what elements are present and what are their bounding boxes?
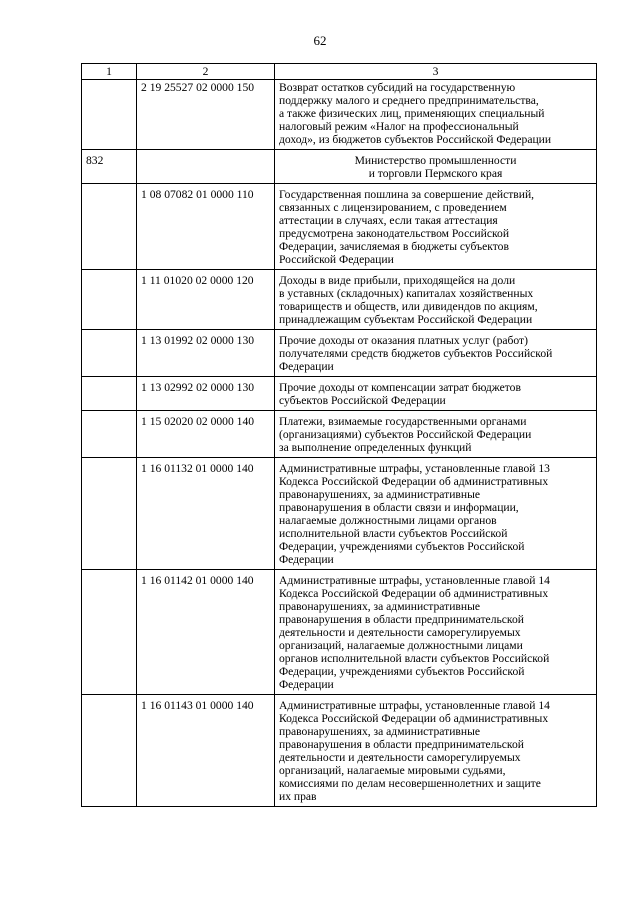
revenue-description-cell <box>275 377 597 411</box>
description-line: Прочие доходы от компенсации затрат бюджетов <box>279 381 521 394</box>
table-row <box>82 695 597 807</box>
table-row <box>82 80 597 150</box>
revenue-code-cell: 1 11 01020 02 0000 120 <box>137 270 275 330</box>
description-line: организаций, налагаемые должностными лицами <box>279 639 523 652</box>
description-line: Административные штрафы, установленные главой 14 <box>279 574 550 587</box>
description-line: получателями средств бюджетов субъектов Российской <box>279 347 553 360</box>
description-line: Государственная пошлина за совершение действий, <box>279 188 535 201</box>
table-row <box>82 330 597 377</box>
revenue-code-cell: 1 13 02992 02 0000 130 <box>137 377 275 411</box>
description-line: органов исполнительной власти субъектов Российской <box>279 652 550 665</box>
administrator-code-cell <box>82 458 137 570</box>
description-line: деятельности и деятельности саморегулируемых <box>279 751 521 764</box>
administrator-code-cell <box>82 570 137 695</box>
column-header-3: 3 <box>275 64 597 80</box>
revenue-description-cell <box>275 570 597 695</box>
description-line: и торговли Пермского края <box>368 167 503 180</box>
description-line: Доходы в виде прибыли, приходящейся на доли <box>279 274 516 287</box>
revenue-classification-table <box>81 63 597 807</box>
description-line: Кодекса Российской Федерации об административных <box>279 475 549 488</box>
description-line: Прочие доходы от оказания платных услуг (работ) <box>279 334 528 347</box>
description-line: деятельности и деятельности саморегулируемых <box>279 626 521 639</box>
description-line: Кодекса Российской Федерации об административных <box>279 712 549 725</box>
revenue-code-cell: 1 16 01143 01 0000 140 <box>137 695 275 807</box>
table-row <box>82 377 597 411</box>
revenue-description-cell <box>275 184 597 270</box>
description-line: в уставных (складочных) капиталах хозяйственных <box>279 287 534 300</box>
description-line: (организациями) субъектов Российской Федерации <box>279 428 532 441</box>
administrator-name-cell <box>275 150 597 184</box>
revenue-code-cell: 1 13 01992 02 0000 130 <box>137 330 275 377</box>
column-header-2: 2 <box>137 64 275 80</box>
revenue-code-cell: 2 19 25527 02 0000 150 <box>137 80 275 150</box>
administrator-code-cell: 832 <box>82 150 137 184</box>
administrator-code-cell <box>82 377 137 411</box>
administrator-code-cell <box>82 80 137 150</box>
description-line: их прав <box>279 790 317 803</box>
table-header-row <box>82 64 597 80</box>
description-line: субъектов Российской Федерации <box>279 394 446 407</box>
page-number: 62 <box>313 33 327 48</box>
description-line: Федерации, зачисляемая в бюджеты субъектов <box>279 240 509 253</box>
table-row <box>82 458 597 570</box>
revenue-description-cell <box>275 695 597 807</box>
description-line: Платежи, взимаемые государственными органами <box>279 415 527 428</box>
revenue-description-cell <box>275 411 597 458</box>
description-line: Федерации <box>279 553 334 566</box>
description-line: за выполнение определенных функций <box>279 441 472 454</box>
description-line: налоговый режим «Налог на профессиональный <box>279 120 519 133</box>
description-line: правонарушения в области связи и информации, <box>279 501 519 514</box>
description-line: Российской Федерации <box>279 253 394 266</box>
administrator-code-cell <box>82 411 137 458</box>
description-line: товариществ и обществ, или дивидендов по акциям, <box>279 300 538 313</box>
administrator-code-cell <box>82 184 137 270</box>
description-line: предусмотрена законодательством Российской <box>279 227 510 240</box>
revenue-description-cell <box>275 80 597 150</box>
description-line: принадлежащим субъектам Российской Федерации <box>279 313 533 326</box>
description-line: Министерство промышленности <box>354 154 517 167</box>
description-line: комиссиями по делам несовершеннолетних и защите <box>279 777 541 790</box>
table-row <box>82 184 597 270</box>
revenue-description-cell <box>275 458 597 570</box>
revenue-description-cell <box>275 330 597 377</box>
column-header-1: 1 <box>82 64 137 80</box>
administrator-code-cell <box>82 695 137 807</box>
revenue-code-cell: 1 16 01142 01 0000 140 <box>137 570 275 695</box>
table-row <box>82 411 597 458</box>
description-line: аттестации в случаях, если такая аттестация <box>279 214 498 227</box>
description-line: налагаемые должностными лицами органов <box>279 514 497 527</box>
description-line: поддержку малого и среднего предпринимательства, <box>279 94 539 107</box>
description-line: исполнительной власти субъектов Российской <box>279 527 508 540</box>
revenue-code-cell: 1 16 01132 01 0000 140 <box>137 458 275 570</box>
revenue-code-cell: 1 08 07082 01 0000 110 <box>137 184 275 270</box>
description-line: Административные штрафы, установленные главой 13 <box>279 462 550 475</box>
description-line: организаций, налагаемые мировыми судьями, <box>279 764 506 777</box>
description-line: Федерации, учреждениями субъектов Российской <box>279 665 525 678</box>
description-line: правонарушениях, за административные <box>279 488 481 501</box>
description-line: Возврат остатков субсидий на государственную <box>279 81 516 94</box>
table-row <box>82 570 597 695</box>
description-line: Федерации, учреждениями субъектов Российской <box>279 540 525 553</box>
description-line: а также физических лиц, применяющих специальный <box>279 107 545 120</box>
description-line: доход», из бюджетов субъектов Российской Федерации <box>279 133 552 146</box>
description-line: связанных с лицензированием, с проведением <box>279 201 507 214</box>
description-line: Федерации <box>279 678 334 691</box>
administrator-code-cell <box>82 330 137 377</box>
description-line: правонарушениях, за административные <box>279 725 481 738</box>
revenue-description-cell <box>275 270 597 330</box>
description-line: Федерации <box>279 360 334 373</box>
administrator-code-cell <box>82 270 137 330</box>
administrator-row <box>82 150 597 184</box>
description-line: правонарушения в области предпринимательской <box>279 738 524 751</box>
description-line: правонарушениях, за административные <box>279 600 481 613</box>
description-line: правонарушения в области предпринимательской <box>279 613 524 626</box>
revenue-code-cell <box>137 150 275 184</box>
table-row <box>82 270 597 330</box>
description-line: Административные штрафы, установленные главой 14 <box>279 699 550 712</box>
revenue-code-cell: 1 15 02020 02 0000 140 <box>137 411 275 458</box>
table-body <box>82 80 597 807</box>
description-line: Кодекса Российской Федерации об административных <box>279 587 549 600</box>
